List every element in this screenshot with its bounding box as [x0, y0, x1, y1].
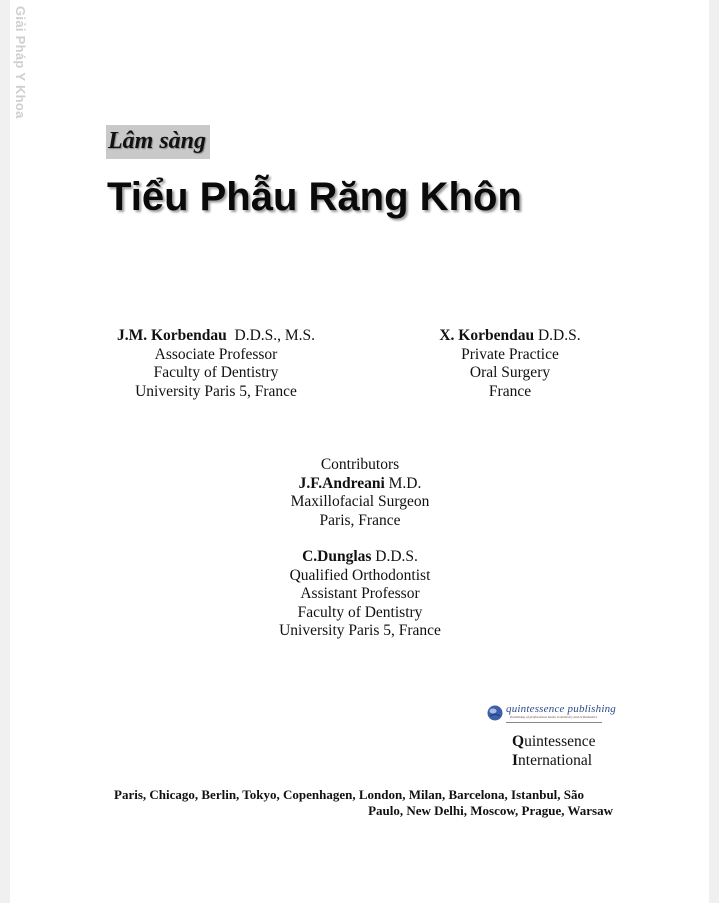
publisher-logo: [486, 703, 617, 723]
cities-line-2: Paulo, New Delhi, Moscow, Prague, Warsaw: [368, 802, 613, 818]
author-1-name-line: [106, 327, 326, 346]
globe-icon: [486, 704, 504, 722]
book-title: Tiểu Phẫu Răng Khôn: [107, 175, 522, 219]
logo-wordmark: quintessence publishing: [506, 703, 617, 715]
logo-tagline: Publishing of professional books in dentistry and orthodontics: [510, 715, 598, 719]
publisher-initial-q: Q: [512, 733, 525, 750]
publisher-name-line-2: [512, 752, 596, 771]
publisher-initial-i: I: [512, 751, 519, 769]
author-2-specialty: Oral Surgery: [469, 364, 551, 381]
contributor-2-title: Assistant Professor: [300, 585, 420, 602]
contributor-block-2: [250, 548, 470, 641]
author-1-faculty: Faculty of Dentistry: [153, 364, 279, 381]
author-block-2: [430, 327, 590, 401]
author-2-name-line: [430, 327, 590, 346]
publisher-name-rest-2: nternational: [518, 751, 593, 769]
author-2-degrees: D.D.S.: [537, 327, 581, 344]
author-1-university: University Paris 5, France: [135, 382, 297, 400]
contributor-2-faculty: Faculty of Dentistry: [297, 603, 423, 621]
watermark: Giải Pháp Y Khoa: [13, 6, 28, 119]
publisher-cities: [108, 787, 613, 818]
contributor-1-location: Paris, France: [319, 511, 401, 529]
contributor-2-role: Qualified Orthodontist: [289, 566, 431, 584]
kicker-label: Lâm sàng: [106, 125, 210, 159]
contributor-2-university: University Paris 5, France: [279, 622, 441, 639]
cities-line-1: Paris, Chicago, Berlin, Tokyo, Copenhagen, London, Milan, Barcelona, Istanbul, São: [114, 787, 585, 802]
author-1-title: Associate Professor: [154, 345, 278, 363]
publisher-name: [512, 733, 596, 770]
publisher-name-line-1: [512, 733, 596, 752]
author-2-practice: Private Practice: [461, 345, 559, 363]
author-1-name: J.M. Korbendau: [116, 327, 227, 344]
contributor-2-name: C.Dunglas: [302, 548, 372, 565]
contributor-block-1: [250, 456, 470, 530]
contributor-1-degrees: M.D.: [388, 474, 422, 492]
contributor-2-name-line: [250, 548, 470, 567]
author-2-name: X. Korbendau: [439, 327, 535, 344]
author-block-1: [106, 327, 326, 401]
contributor-2-degrees: D.D.S.: [375, 548, 418, 565]
contributor-1-name: J.F.Andreani: [298, 474, 385, 492]
author-1-degrees: D.D.S., M.S.: [234, 327, 316, 344]
publisher-name-rest-1: uintessence: [524, 733, 596, 750]
author-2-country: France: [488, 382, 532, 400]
contributor-1-name-line: [250, 475, 470, 494]
contributors-heading: Contributors: [320, 456, 400, 473]
contributor-1-role: Maxillofacial Surgeon: [290, 493, 430, 510]
logo-underline: [506, 722, 602, 723]
